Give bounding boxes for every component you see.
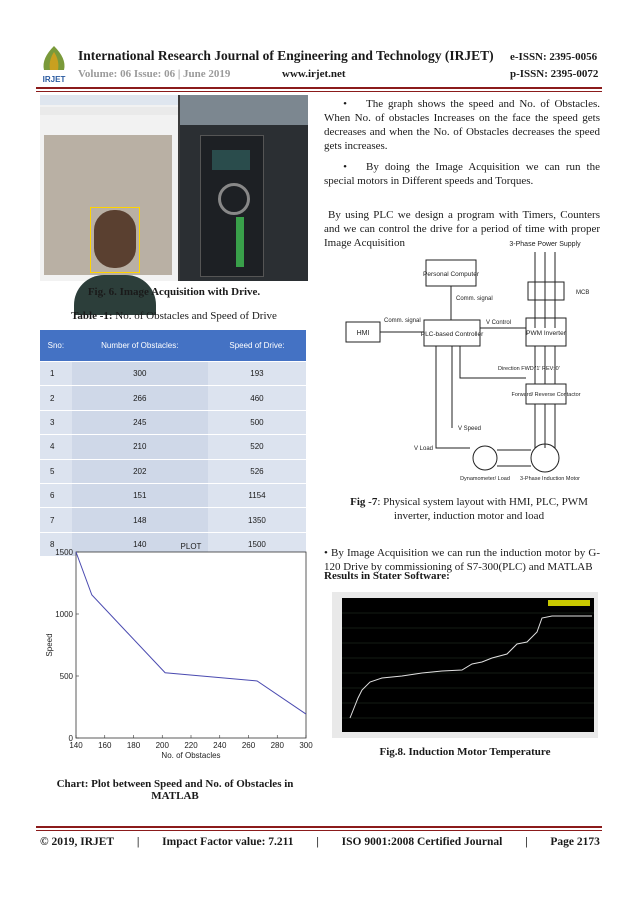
footer-separator: | <box>316 836 319 848</box>
table-row <box>40 410 306 434</box>
cell-sno: 6 <box>40 483 72 507</box>
cell-sno: 3 <box>40 410 72 434</box>
cell-obstacles: 266 <box>72 386 208 410</box>
footer-impact: Impact Factor value: 7.211 <box>162 836 294 848</box>
bullet-paragraph-speed <box>324 97 600 153</box>
vspeed-label: V Speed <box>458 426 482 432</box>
x-tick-label: 280 <box>270 741 284 750</box>
cell-sno: 8 <box>40 532 72 556</box>
y-tick-label: 1000 <box>55 610 73 619</box>
fig7-label: Fig -7 <box>350 496 378 508</box>
drive-module <box>236 217 244 267</box>
cell-sno: 1 <box>40 362 72 386</box>
table1-caption-label: Table -1: <box>71 310 113 322</box>
cell-obstacles: 151 <box>72 483 208 507</box>
p-issn: p-ISSN: 2395-0072 <box>510 68 599 80</box>
bullet-icon: • <box>343 98 347 110</box>
drive-display <box>212 150 250 170</box>
obstacles-speed-table <box>40 330 306 556</box>
cell-obstacles: 210 <box>72 435 208 459</box>
footer-separator: | <box>136 836 140 848</box>
window-menubar <box>40 107 178 115</box>
footer-separator: | <box>525 836 528 848</box>
chart-caption: Chart: Plot between Speed and No. of Obstacles in MATLAB <box>56 778 294 802</box>
x-tick-label: 260 <box>241 741 256 750</box>
camera-feed <box>44 135 172 275</box>
panel-top <box>180 95 308 125</box>
image-acquisition-photo <box>40 95 308 281</box>
volume-issue: Volume: 06 Issue: 06 | June 2019 <box>78 68 231 80</box>
cell-speed: 500 <box>208 410 306 434</box>
journal-title: International Research Journal of Engineering and Technology (IRJET) <box>78 48 494 63</box>
motor-label: 3-Phase Induction Motor <box>520 476 580 482</box>
cell-sno: 7 <box>40 508 72 532</box>
table-row <box>40 435 306 459</box>
table-row <box>40 483 306 507</box>
footer-divider <box>36 826 602 828</box>
x-tick-label: 160 <box>98 741 112 750</box>
vload-label: V Load <box>414 446 434 452</box>
e-issn: e-ISSN: 2395-0056 <box>510 51 598 63</box>
x-tick-label: 140 <box>69 741 83 750</box>
cell-obstacles: 300 <box>72 362 208 386</box>
speed-obstacles-plot <box>40 538 313 768</box>
cell-speed: 1154 <box>208 483 306 507</box>
plot-area <box>76 552 306 738</box>
mcb-box <box>528 282 564 300</box>
page-footer <box>40 836 600 848</box>
y-tick-label: 500 <box>59 672 73 681</box>
footer-iso: ISO 9001:2008 Certified Journal <box>341 836 503 848</box>
paragraph-text: The graph shows the speed and No. of Obstacles. When No. of obstacles Increases on the face the speed gets decreases and when the No. of Obstacles decreases the speed gets increases. <box>324 98 600 152</box>
y-tick-label: 1500 <box>55 548 73 557</box>
face-detection-box <box>90 207 140 273</box>
fig7-caption <box>340 495 598 523</box>
legend-box <box>548 600 590 606</box>
col-header-speed: Speed of Drive: <box>208 330 306 362</box>
cell-obstacles: 140 <box>72 532 208 556</box>
footer-page: Page 2173 <box>550 836 600 848</box>
temperature-trend-plot <box>342 598 594 732</box>
fig6-caption: Fig. 6. Image Acquisition with Drive. <box>87 286 261 298</box>
table1-caption <box>40 310 308 322</box>
x-tick-label: 180 <box>126 741 141 750</box>
cell-obstacles: 202 <box>72 459 208 483</box>
paragraph-text: By Image Acquisition we can run the induction motor by G-120 Drive by commissioning of S7-300(PLC) and MATLAB <box>324 547 601 573</box>
direction-label: Direction FWD:'1' REV:'0' <box>498 366 560 372</box>
x-tick-label: 200 <box>155 741 169 750</box>
y-axis-label: Speed <box>45 633 54 657</box>
table-header-row <box>40 330 306 362</box>
induction-motor-icon <box>531 444 559 472</box>
dynamometer-label: Dynamometer/ Load <box>460 476 510 482</box>
comm-signal-label: Comm. signal <box>456 296 493 302</box>
table1-caption-text: No. of Obstacles and Speed of Drive <box>112 310 277 322</box>
bullet-paragraph-g120: • By Image Acquisition we can run the induction motor by G-120 Drive by commissioning of S7-300(PLC) and MATLAB <box>324 547 601 573</box>
table-row <box>40 508 306 532</box>
table-row <box>40 362 306 386</box>
cell-speed: 193 <box>208 362 306 386</box>
cell-sno: 4 <box>40 435 72 459</box>
y-tick-label: 0 <box>68 734 73 743</box>
cell-speed: 526 <box>208 459 306 483</box>
system-layout-diagram <box>340 238 592 488</box>
col-header-obstacles: Number of Obstacles: <box>72 330 208 362</box>
header-divider-thin <box>36 91 602 92</box>
drive-dial-icon <box>218 183 250 215</box>
cell-speed: 1350 <box>208 508 306 532</box>
paragraph-text: By using PLC we design a program with Timers, Counters and we can control the drive for a period of time with proper Image Acquisition <box>324 209 600 249</box>
x-axis-label: No. of Obstacles <box>161 751 221 760</box>
pc-label: Personal Computer <box>423 271 479 278</box>
mcb-label: MCB <box>576 290 590 296</box>
vcontrol-label: V Control <box>486 320 512 326</box>
col-header-sno: Sno: <box>40 330 72 362</box>
cell-obstacles: 245 <box>72 410 208 434</box>
cell-speed: 520 <box>208 435 306 459</box>
cell-sno: 2 <box>40 386 72 410</box>
window-titlebar <box>40 95 178 105</box>
results-heading: Results in Stater Software: <box>324 570 450 582</box>
power-supply-label: 3-Phase Power Supply <box>509 241 581 248</box>
table-row <box>40 386 306 410</box>
footer-divider-thin <box>36 830 602 831</box>
cell-sno: 5 <box>40 459 72 483</box>
bullet-icon: • <box>343 161 347 173</box>
website-link[interactable]: www.irjet.net <box>282 68 346 80</box>
cell-obstacles: 148 <box>72 508 208 532</box>
x-tick-label: 240 <box>213 741 227 750</box>
dynamometer-icon <box>473 446 497 470</box>
table-row <box>40 459 306 483</box>
contactor-label: Forward/ Reverse Contactor <box>511 392 581 398</box>
stater-software-screenshot <box>332 592 598 738</box>
logo-text: IRJET <box>42 75 66 84</box>
cell-speed: 460 <box>208 386 306 410</box>
chart-title: PLOT <box>180 542 202 551</box>
cell-speed: 1500 <box>208 532 306 556</box>
paragraph-text: By doing the Image Acquisition we can run the special motors in Different speeds and Torques. <box>324 161 600 187</box>
x-tick-label: 220 <box>184 741 198 750</box>
comm-signal-label-2: Comm. signal <box>384 318 421 324</box>
x-tick-label: 300 <box>299 741 313 750</box>
hmi-label: HMI <box>356 330 370 337</box>
bullet-paragraph-acquisition <box>324 160 600 188</box>
fig8-caption: Fig.8. Induction Motor Temperature <box>379 746 551 758</box>
matlab-window <box>40 95 178 281</box>
footer-copyright: © 2019, IRJET <box>40 836 115 848</box>
pwm-label: PWM Inverter <box>526 330 566 337</box>
header-divider <box>36 87 602 89</box>
irjet-logo-icon <box>36 44 72 86</box>
plc-label: PLC-based Controller <box>420 331 484 338</box>
fig7-text: : Physical system layout with HMI, PLC, PWM inverter, induction motor and load <box>377 496 588 522</box>
